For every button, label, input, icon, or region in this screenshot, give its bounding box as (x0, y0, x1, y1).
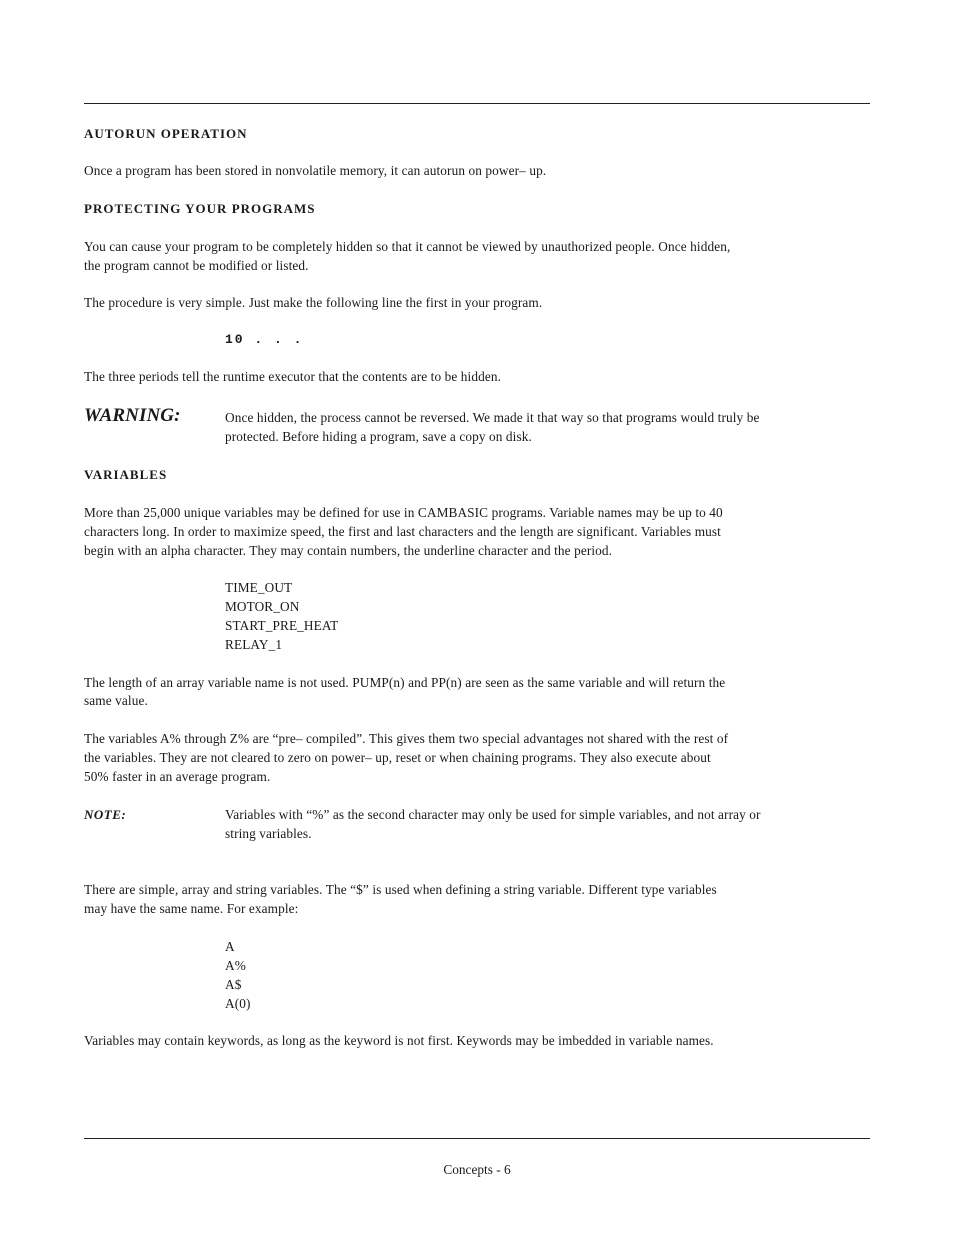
types-para-2: Variables may contain keywords, as long as the keyword is not first. Keywords may be imbedded in variable names. (84, 1033, 714, 1048)
variables-para-1-line-3: begin with an alpha character. They may contain numbers, the underline character and the period. (84, 543, 613, 558)
types-para-1-line-1: There are simple, array and string variables. The “$” is used when defining a string variable. Different type variables (84, 882, 717, 897)
variables-para-3-line-1: The variables A% through Z% are “pre– compiled”. This gives them two special advantages not shared with the rest of (84, 731, 729, 746)
variables-para-3-line-3: 50% faster in an average program. (84, 769, 271, 784)
variables-para-1-line-1: More than 25,000 unique variables may be defined for use in CAMBASIC programs. Variable names may be up to 40 (84, 505, 723, 520)
warning-label: WARNING: (84, 405, 181, 426)
variable-example-2: MOTOR_ON (225, 599, 300, 614)
hide-code-line: 10 . . . (225, 332, 304, 347)
note-line-2: string variables. (225, 826, 312, 841)
note-label: NOTE: (84, 807, 127, 822)
warning-line-2: protected. Before hiding a program, save a copy on disk. (225, 429, 532, 444)
footer-rule (84, 1138, 870, 1139)
variable-example-1: TIME_OUT (225, 580, 293, 595)
variables-para-2-line-1: The length of an array variable name is not used. PUMP(n) and PP(n) are seen as the same variable and will return the (84, 675, 726, 690)
variables-para-3-line-2: the variables. They are not cleared to zero on power– up, reset or when chaining programs. They also execute about (84, 750, 711, 765)
variables-heading: VARIABLES (84, 467, 168, 482)
variables-para-1-line-2: characters long. In order to maximize speed, the first and last characters and the length are significant. Variables must (84, 524, 721, 539)
type-example-1: A (225, 939, 235, 954)
protecting-para-1-line-1: You can cause your program to be completely hidden so that it cannot be viewed by unauthorized people. Once hidden, (84, 239, 731, 254)
variable-example-4: RELAY_1 (225, 637, 283, 652)
warning-line-1: Once hidden, the process cannot be reversed. We made it that way so that programs would truly be (225, 410, 760, 425)
autorun-heading: AUTORUN OPERATION (84, 126, 248, 141)
protecting-para-1-line-2: the program cannot be modified or listed. (84, 258, 309, 273)
type-example-4: A(0) (225, 996, 251, 1011)
protecting-para-2: The procedure is very simple. Just make the following line the first in your program. (84, 295, 543, 310)
autorun-text: Once a program has been stored in nonvolatile memory, it can autorun on power– up. (84, 163, 547, 178)
type-example-2: A% (225, 958, 246, 973)
types-para-1-line-2: may have the same name. For example: (84, 901, 299, 916)
variables-para-2-line-2: same value. (84, 693, 148, 708)
type-example-3: A$ (225, 977, 242, 992)
variable-example-3: START_PRE_HEAT (225, 618, 339, 633)
page-number: Concepts - 6 (443, 1162, 511, 1177)
protecting-heading: PROTECTING YOUR PROGRAMS (84, 201, 316, 216)
header-rule (84, 103, 870, 104)
protecting-para-3: The three periods tell the runtime executor that the contents are to be hidden. (84, 369, 501, 384)
note-line-1: Variables with “%” as the second character may only be used for simple variables, and not array or (225, 807, 761, 822)
